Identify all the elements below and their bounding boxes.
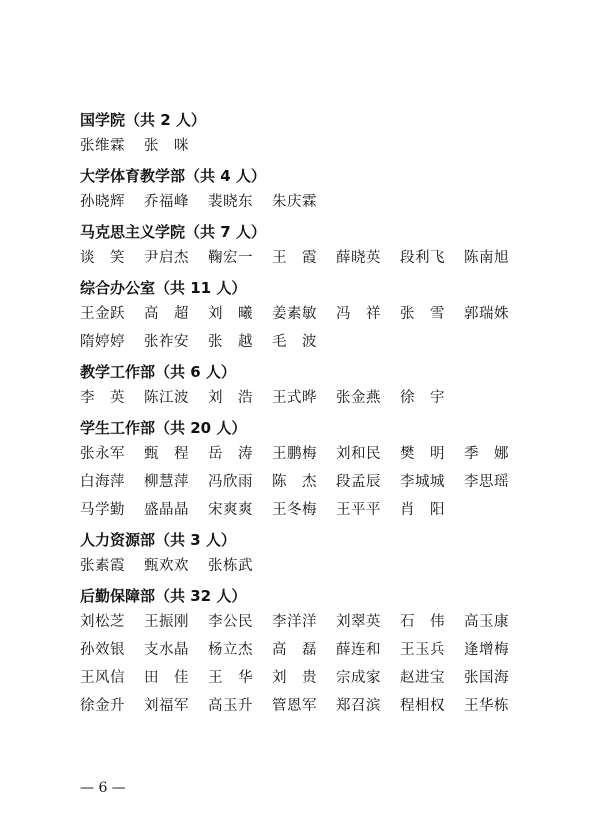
person-name: 薛连和 [336,642,381,658]
person-name: 逢增梅 [464,642,509,658]
person-name: 郑召滨 [336,698,381,714]
department-section [80,276,520,356]
person-name: 刘翠英 [336,614,381,630]
person-name: 郭瑞姝 [464,306,509,322]
person-name: 孙效银 [80,642,125,658]
person-name: 张金燕 [336,390,381,406]
person-name: 王 霞 [272,250,317,266]
name-list [80,608,520,720]
person-name: 张素霞 [80,558,125,574]
person-name: 管恩军 [272,698,317,714]
name-list [80,244,520,272]
person-name: 王金跃 [80,306,125,322]
department-section [80,164,520,216]
person-name: 张国海 [464,670,509,686]
person-name: 王平平 [336,502,381,518]
person-name: 盛晶晶 [144,502,189,518]
person-name: 王鹏梅 [272,446,317,462]
person-name: 宗成家 [336,670,381,686]
person-name: 张栋武 [208,558,253,574]
person-name: 樊 明 [400,446,445,462]
person-name: 程相权 [400,698,445,714]
person-name: 乔福峰 [144,194,189,210]
page-number: — 6 — [80,780,126,796]
person-name: 张 咪 [144,138,189,154]
person-name: 刘 贵 [272,670,317,686]
person-name: 石 伟 [400,614,445,630]
person-name: 隋婷婷 [80,334,125,350]
person-name: 刘 浩 [208,390,253,406]
person-name: 张永军 [80,446,125,462]
person-name: 李公民 [208,614,253,630]
person-name: 王冬梅 [272,502,317,518]
name-list [80,552,520,580]
person-name: 段利飞 [400,250,445,266]
department-section [80,584,520,720]
document-body [80,108,520,724]
department-title: 后勤保障部（共 32 人） [80,587,247,605]
department-section [80,528,520,580]
name-list [80,440,520,524]
person-name: 李城城 [400,474,445,490]
person-name: 肖 阳 [400,502,445,518]
department-title: 大学体育教学部（共 4 人） [80,167,266,185]
person-name: 田 佳 [144,670,189,686]
name-list [80,300,520,356]
person-name: 王风信 [80,670,125,686]
person-name: 徐金升 [80,698,125,714]
department-section [80,220,520,272]
person-name: 李洋洋 [272,614,317,630]
person-name: 赵进宝 [400,670,445,686]
person-name: 刘和民 [336,446,381,462]
person-name: 尹启杰 [144,250,189,266]
person-name: 季 娜 [464,446,509,462]
department-title: 综合办公室（共 11 人） [80,279,247,297]
person-name: 段孟辰 [336,474,381,490]
person-name: 刘福军 [144,698,189,714]
person-name: 陈 杰 [272,474,317,490]
person-name: 白海萍 [80,474,125,490]
name-list [80,132,520,160]
person-name: 甄欢欢 [144,558,189,574]
person-name: 杨立杰 [208,642,253,658]
person-name: 薛晓英 [336,250,381,266]
person-name: 张维霖 [80,138,125,154]
person-name: 徐 宇 [400,390,445,406]
person-name: 陈南旭 [464,250,509,266]
person-name: 高 磊 [272,642,317,658]
department-section [80,360,520,412]
person-name: 鞠宏一 [208,250,253,266]
person-name: 甄 程 [144,446,189,462]
person-name: 王 华 [208,670,253,686]
person-name: 刘松芝 [80,614,125,630]
person-name: 高玉升 [208,698,253,714]
person-name: 岳 涛 [208,446,253,462]
person-name: 王玉兵 [400,642,445,658]
person-name: 马学勤 [80,502,125,518]
person-name: 宋爽爽 [208,502,253,518]
person-name: 冯 祥 [336,306,381,322]
department-title: 国学院（共 2 人） [80,111,206,129]
person-name: 柳慧萍 [144,474,189,490]
person-name: 支水晶 [144,642,189,658]
person-name: 高玉康 [464,614,509,630]
person-name: 李思瑶 [464,474,509,490]
person-name: 裴晓东 [208,194,253,210]
person-name: 张 越 [208,334,253,350]
person-name: 朱庆霖 [272,194,317,210]
person-name: 张祚安 [144,334,189,350]
department-section [80,108,520,160]
person-name: 王振刚 [144,614,189,630]
person-name: 王华栋 [464,698,509,714]
person-name: 冯欣雨 [208,474,253,490]
person-name: 毛 波 [272,334,317,350]
department-title: 教学工作部（共 6 人） [80,363,236,381]
person-name: 谈 笑 [80,250,125,266]
person-name: 姜素敏 [272,306,317,322]
name-list [80,188,520,216]
department-title: 马克思主义学院（共 7 人） [80,223,266,241]
department-title: 人力资源部（共 3 人） [80,531,236,549]
department-title: 学生工作部（共 20 人） [80,419,247,437]
name-list [80,384,520,412]
person-name: 张 雪 [400,306,445,322]
person-name: 刘 曦 [208,306,253,322]
person-name: 李 英 [80,390,125,406]
department-section [80,416,520,524]
person-name: 陈江波 [144,390,189,406]
person-name: 孙晓辉 [80,194,125,210]
person-name: 高 超 [144,306,189,322]
person-name: 王式晔 [272,390,317,406]
